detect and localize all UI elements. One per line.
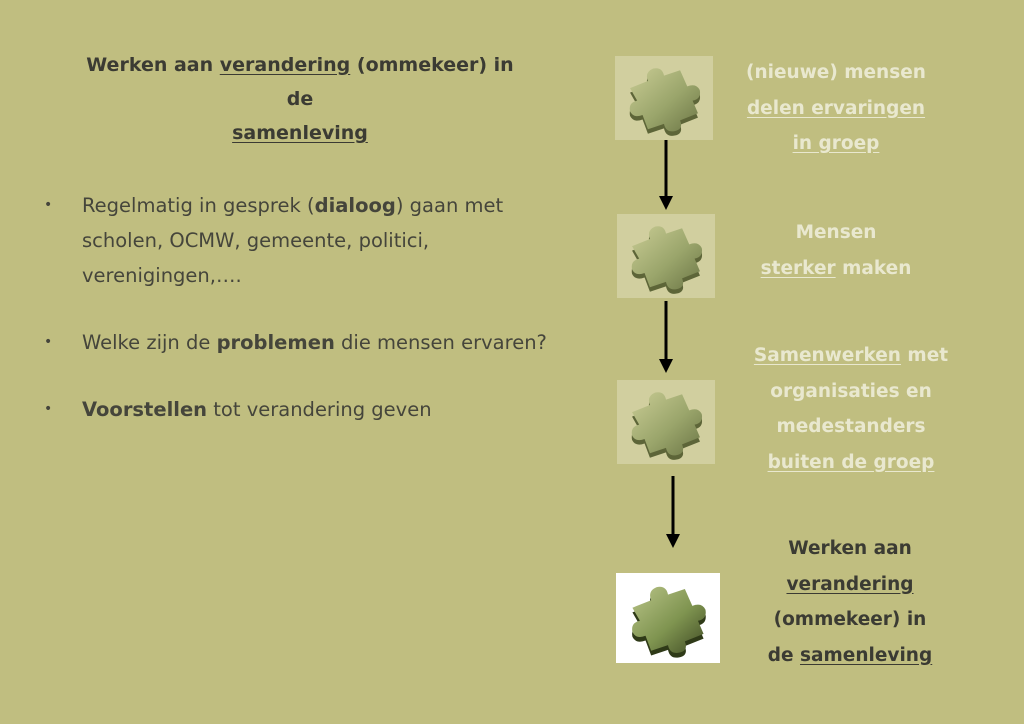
title-text: (ommekeer) in de [286,54,514,110]
title-underlined-samenleving: samenleving [232,122,368,144]
step-line-underlined: verandering [786,573,914,595]
step-line: (nieuwe) mensen [746,62,926,83]
bullet-dot: • [44,401,53,417]
title-underlined-verandering: verandering [219,54,351,76]
step-text: de [767,644,801,666]
list-item [40,392,560,427]
down-arrow-icon [656,301,676,373]
step-underlined: Samenwerken [753,345,901,366]
title-line-2 [70,116,530,150]
puzzle-piece-icon [618,214,714,298]
step-3-text [745,338,957,480]
list-item [40,325,560,360]
step-line [745,338,957,374]
down-arrow-icon [656,140,676,210]
step-line-underlined: in groep [792,133,880,154]
step-4-text [755,531,945,673]
title-text: Werken aan [86,54,220,76]
bullet-bold: dialoog [314,194,396,217]
page-title [70,48,530,150]
bullet-text: Regelmatig in gesprek ( [82,194,315,217]
bullet-text: die mensen ervaren? [334,331,547,354]
step-text: maken [835,257,912,279]
title-line-1 [70,48,530,116]
step-line: (ommekeer) in [773,609,927,630]
step-line [755,638,945,674]
list-item [40,188,560,293]
step-line-underlined: buiten de groep [767,451,935,473]
puzzle-piece-icon [618,574,718,662]
step-line [736,251,936,287]
step-line: Werken aan [788,538,912,559]
step-underlined: samenleving [800,644,933,666]
bullet-dot: • [44,334,53,350]
bullet-dot: • [44,197,53,213]
step-1-text [736,55,936,162]
bullet-text: verenigingen,…. [82,264,242,287]
step-line: medestanders [776,416,926,437]
step-underlined: sterker [760,257,836,279]
puzzle-piece-4 [616,573,720,663]
down-arrow-icon [663,476,683,548]
step-line: Mensen [795,222,877,243]
puzzle-piece-icon [618,380,714,464]
bullet-text: Welke zijn de [82,331,217,354]
step-text: met [900,345,949,366]
puzzle-piece-2 [617,214,715,298]
bullet-bold: Voorstellen [82,398,208,421]
puzzle-piece-3 [617,380,715,464]
step-line-underlined: delen ervaringen [746,97,926,119]
bullet-list [40,188,560,427]
bullet-text: ) gaan met [395,194,504,217]
bullet-bold: problemen [216,331,335,354]
puzzle-piece-1 [615,56,713,140]
step-2-text [736,215,936,286]
bullet-text: scholen, OCMW, gemeente, politici, [82,229,430,252]
puzzle-piece-icon [616,56,712,140]
step-line: organisaties en [770,380,932,402]
bullet-text: tot verandering geven [207,398,432,421]
